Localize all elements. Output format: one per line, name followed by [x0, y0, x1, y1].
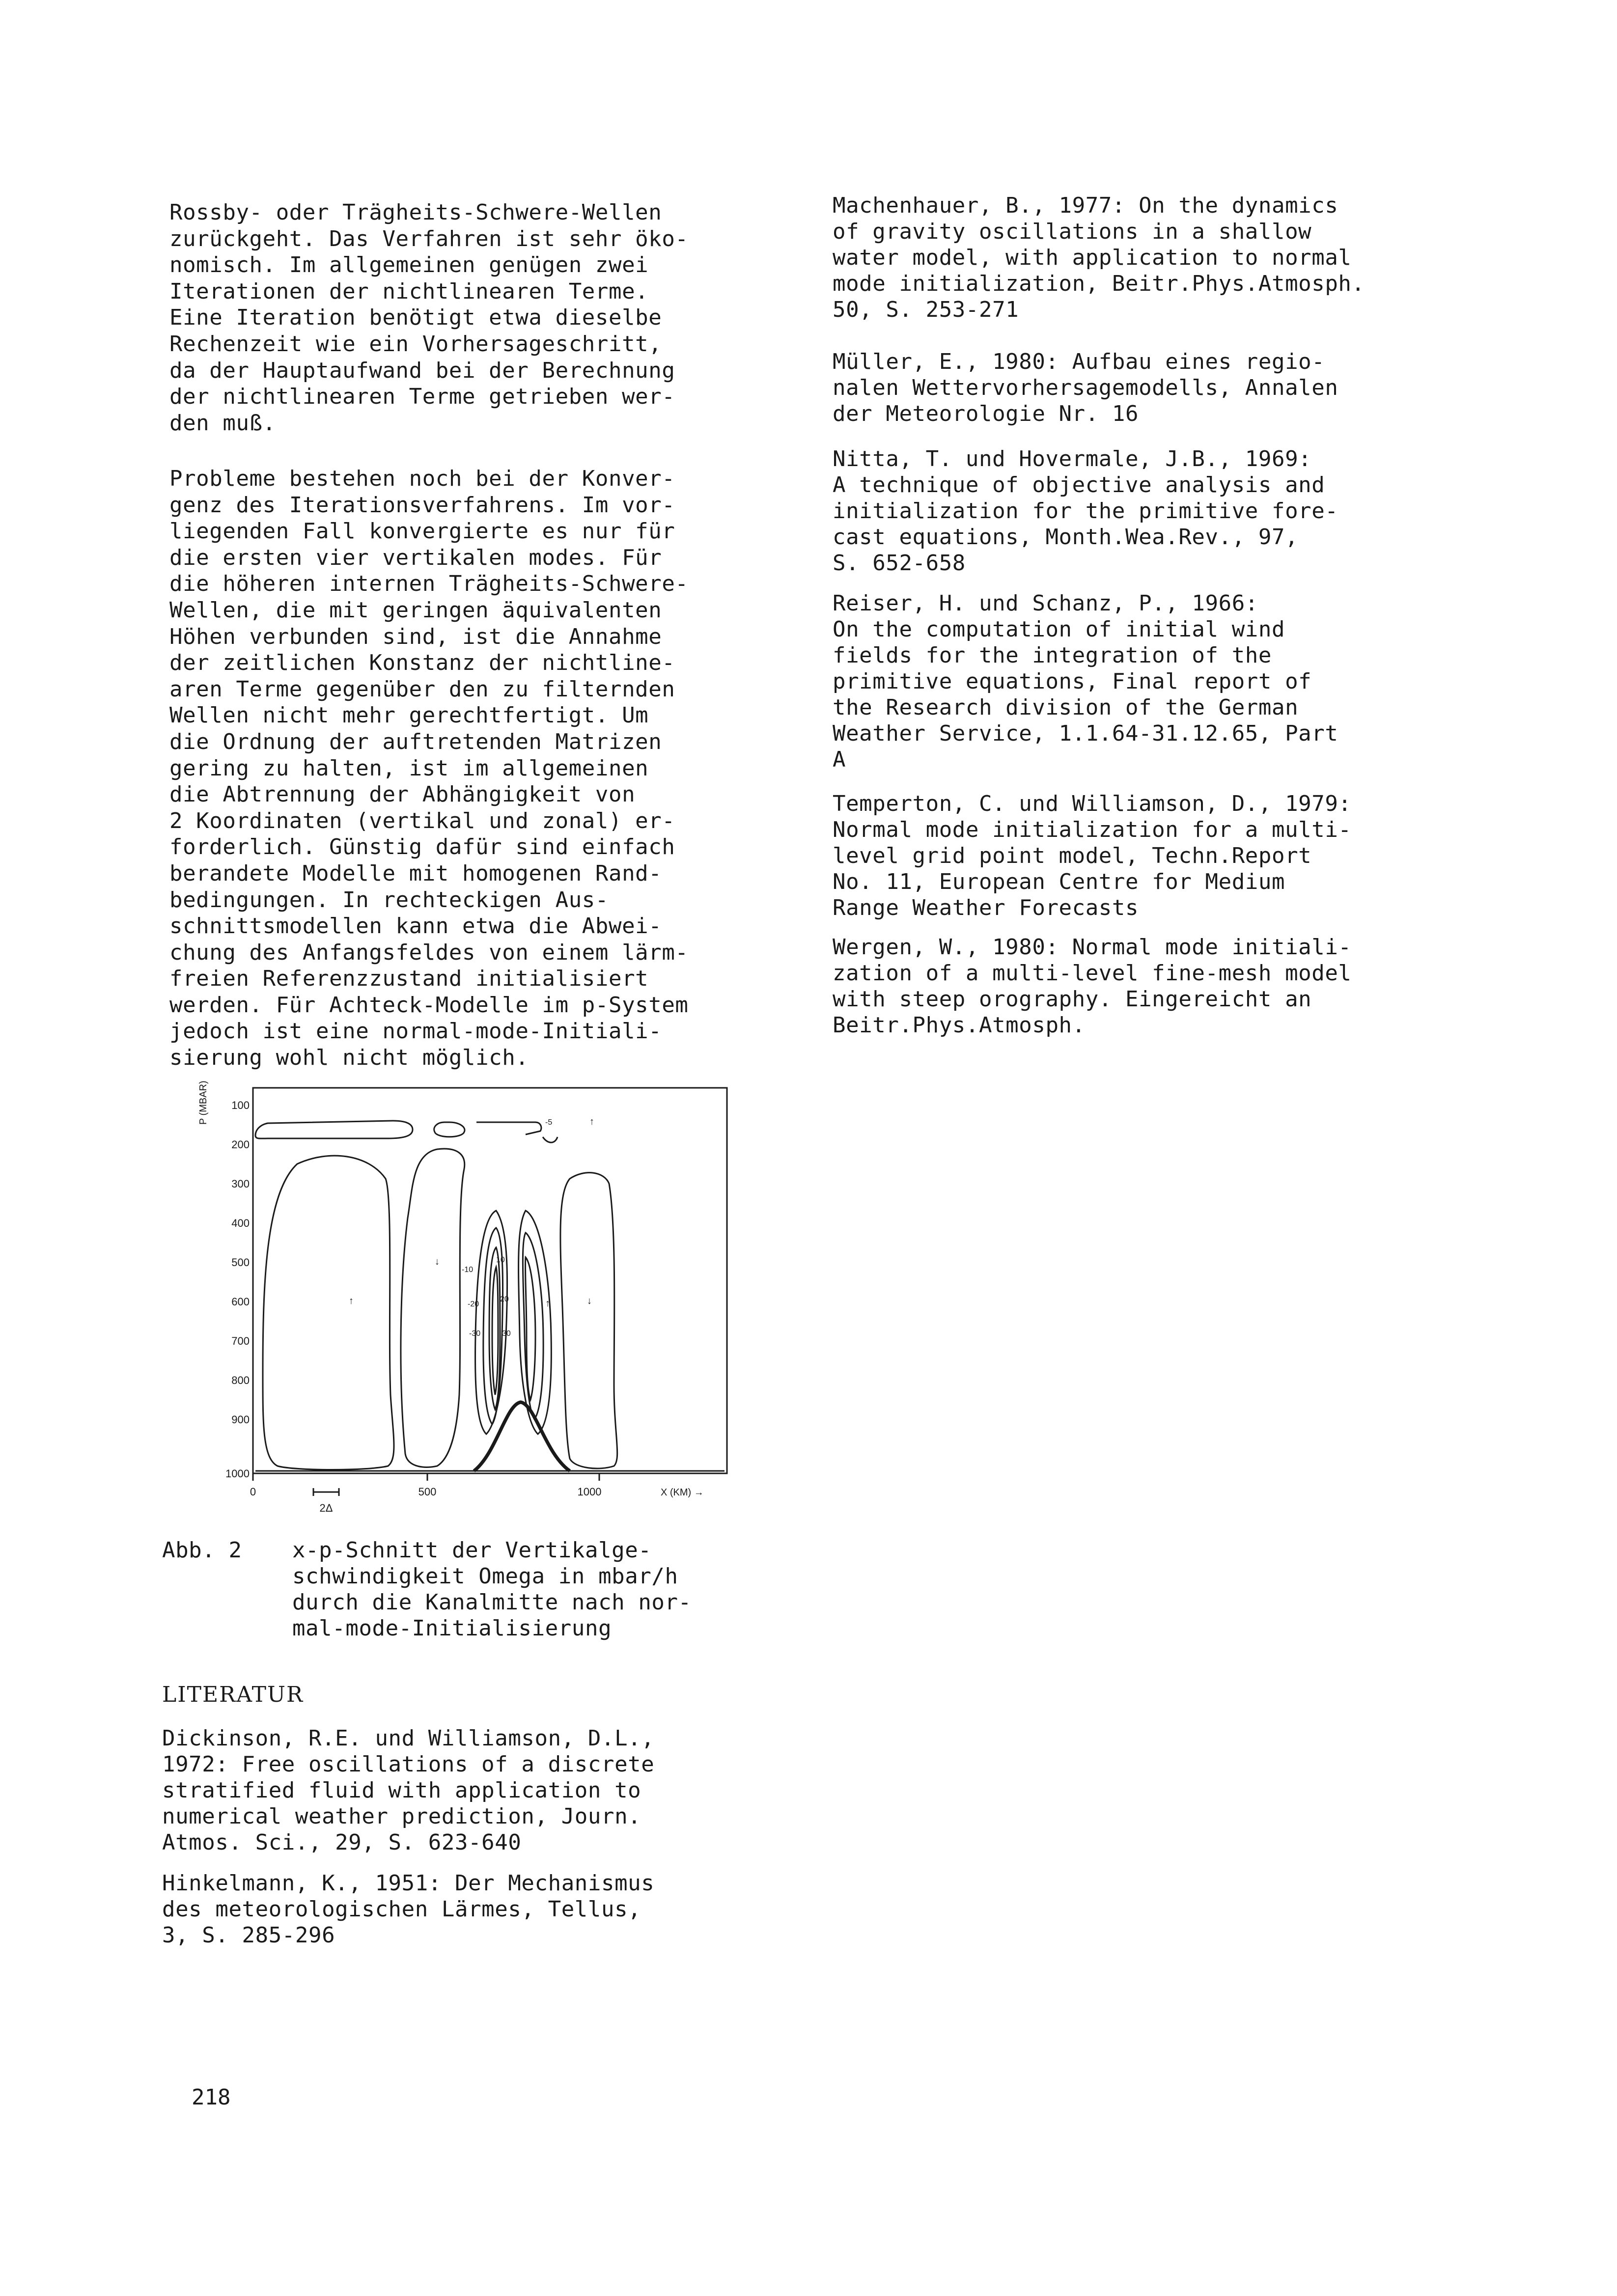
text-line: der Meteorologie Nr. 16 [833, 401, 1139, 426]
contour-left-cell [263, 1156, 394, 1469]
reference-hinkelmann [162, 1870, 654, 1948]
text-line: berandete Modelle mit homogenen Rand- [169, 860, 662, 886]
y-axis-label: P (MBAR) [198, 1080, 209, 1125]
y-tick-label: 600 [231, 1296, 250, 1308]
text-line: nomisch. Im allgemeinen genügen zwei [169, 252, 649, 278]
text-line: mode initialization, Beitr.Phys.Atmosph. [833, 271, 1365, 296]
text-line: water model, with application to normal [833, 245, 1352, 270]
text-line: den muß. [169, 410, 276, 436]
y-tick-label: 300 [231, 1178, 250, 1190]
text-line: with steep orography. Eingereicht an [833, 987, 1312, 1012]
body-paragraph-2 [169, 466, 689, 1071]
text-line: durch die Kanalmitte nach nor- [292, 1590, 692, 1615]
contour-label: 20 [500, 1295, 509, 1303]
y-tick-label: 900 [231, 1413, 250, 1426]
text-line: 1972: Free oscillations of a discrete [162, 1752, 655, 1777]
text-line: cast equations, Month.Wea.Rev., 97, [833, 525, 1299, 550]
text-line: sierung wohl nicht möglich. [169, 1045, 529, 1071]
sign-label: ↑ [545, 1298, 550, 1309]
text-line: x-p-Schnitt der Vertikalge- [292, 1538, 652, 1563]
contour-label: -5 [545, 1118, 553, 1127]
y-tick-label: 200 [231, 1138, 250, 1151]
contour-label: -20 [468, 1300, 479, 1308]
reference-machenhauer [833, 193, 1365, 323]
text-line: of gravity oscillations in a shallow [833, 219, 1312, 244]
text-line: Probleme bestehen noch bei der Konver- [169, 466, 675, 491]
text-line: forderlich. Günstig dafür sind einfach [169, 834, 675, 860]
text-line: primitive equations, Final report of [833, 669, 1312, 694]
text-line: A [833, 747, 846, 772]
reference-mueller [833, 349, 1338, 427]
text-line: gering zu halten, ist im allgemeinen [169, 755, 649, 781]
text-line: No. 11, European Centre for Medium [833, 869, 1285, 894]
text-line: the Research division of the German [833, 695, 1299, 720]
text-line: Wellen nicht mehr gerechtfertigt. Um [169, 703, 649, 728]
sign-label: ↑ [349, 1296, 354, 1306]
figure-caption-label: Abb. 2 [162, 1538, 242, 1563]
text-line: Eine Iteration benötigt etwa dieselbe [169, 305, 662, 331]
y-tick-label: 1000 [225, 1467, 250, 1480]
y-tick-label: 400 [231, 1217, 250, 1229]
sign-label: ↓ [587, 1296, 592, 1306]
text-line: Hinkelmann, K., 1951: Der Mechanismus [162, 1871, 655, 1896]
text-line: mal-mode-Initialisierung [292, 1616, 612, 1641]
y-tick-label: 700 [231, 1335, 250, 1347]
text-line: chung des Anfangsfeldes von einem lärm- [169, 940, 689, 965]
text-line: Dickinson, R.E. und Williamson, D.L., [162, 1726, 655, 1751]
text-line: genz des Iterationsverfahrens. Im vor- [169, 492, 675, 518]
text-line: des meteorologischen Lärmes, Tellus, [162, 1897, 641, 1922]
text-line: Range Weather Forecasts [833, 895, 1139, 920]
text-line: stratified fluid with application to [162, 1778, 641, 1803]
text-line: fields for the integration of the [833, 643, 1272, 668]
y-tick-label: 800 [231, 1374, 250, 1386]
text-line: level grid point model, Techn.Report [833, 843, 1312, 868]
x-axis-label: X (KM) → [661, 1487, 704, 1498]
contour-label: 30 [502, 1329, 511, 1338]
page-number: 218 [192, 2085, 231, 2110]
text-line: numerical weather prediction, Journ. [162, 1804, 641, 1829]
contour-right-cell [560, 1173, 617, 1468]
text-line: Normal mode initialization for a multi- [833, 817, 1352, 842]
text-line: Weather Service, 1.1.64-31.12.65, Part [833, 721, 1338, 746]
text-line: nalen Wettervorhersagemodells, Annalen [833, 375, 1338, 400]
text-line: 2 Koordinaten (vertikal und zonal) er- [169, 808, 675, 833]
text-line: Beitr.Phys.Atmosph. [833, 1013, 1086, 1038]
text-line: der nichtlinearen Terme getrieben wer- [169, 384, 675, 410]
text-line: schnittsmodellen kann etwa die Abwei- [169, 913, 662, 939]
y-tick-label: 500 [231, 1256, 250, 1269]
text-line: 50, S. 253-271 [833, 297, 1019, 322]
figure-caption [292, 1537, 692, 1641]
text-line: Wergen, W., 1980: Normal mode initiali- [833, 935, 1352, 960]
text-line: die Abtrennung der Abhängigkeit von [169, 782, 636, 807]
x-tick-label: 500 [418, 1486, 437, 1498]
text-line: werden. Für Achteck-Modelle im p-System [169, 992, 689, 1018]
text-line: die Ordnung der auftretenden Matrizen [169, 729, 662, 754]
text-line: zurückgeht. Das Verfahren ist sehr öko- [169, 226, 689, 251]
text-line: aren Terme gegenüber den zu filternden [169, 676, 675, 702]
text-line: die ersten vier vertikalen modes. Für [169, 545, 662, 570]
text-line: schwindigkeit Omega in mbar/h [292, 1564, 678, 1589]
scale-label: 2Δ [319, 1502, 333, 1514]
text-line: A technique of objective analysis and [833, 472, 1325, 498]
text-line: liegenden Fall konvergierte es nur für [169, 519, 675, 544]
sign-label: ↓ [435, 1256, 440, 1267]
contour-label: -30 [469, 1329, 481, 1338]
literature-heading: LITERATUR [162, 1682, 304, 1707]
omega-cross-section-figure [182, 1080, 747, 1532]
contour-upper-band [255, 1121, 413, 1138]
text-line: Reiser, H. und Schanz, P., 1966: [833, 591, 1258, 616]
text-line: Rechenzeit wie ein Vorhersageschritt, [169, 331, 662, 357]
text-line: jedoch ist eine normal-mode-Initiali- [169, 1019, 662, 1044]
text-line: Höhen verbunden sind, ist die Annahme [169, 624, 662, 649]
y-tick-label: 100 [231, 1099, 250, 1111]
sign-label: ↑ [589, 1116, 594, 1127]
text-line: da der Hauptaufwand bei der Berechnung [169, 358, 675, 383]
text-line: Atmos. Sci., 29, S. 623-640 [162, 1830, 522, 1855]
text-line: Rossby- oder Trägheits-Schwere-Wellen [169, 200, 662, 225]
reference-nitta [833, 446, 1338, 576]
reference-dickinson [162, 1725, 654, 1855]
text-line: S. 652-658 [833, 551, 966, 576]
text-line: zation of a multi-level fine-mesh model [833, 961, 1352, 986]
text-line: freien Referenzzustand initialisiert [169, 966, 649, 992]
text-line: On the computation of initial wind [833, 617, 1285, 642]
text-line: Iterationen der nichtlinearen Terme. [169, 278, 649, 304]
text-line: bedingungen. In rechteckigen Aus- [169, 887, 609, 913]
text-line: Machenhauer, B., 1977: On the dynamics [833, 193, 1338, 218]
x-tick-label: 0 [250, 1486, 256, 1498]
body-paragraph-1 [169, 199, 689, 436]
reference-wergen [833, 934, 1352, 1038]
text-line: die höheren internen Trägheits-Schwere- [169, 571, 689, 597]
text-line: Wellen, die mit geringen äquivalenten [169, 597, 662, 623]
reference-reiser [833, 590, 1338, 773]
text-line: 3, S. 285-296 [162, 1923, 335, 1948]
text-line: initialization for the primitive fore- [833, 498, 1338, 524]
text-line: Müller, E., 1980: Aufbau eines regio- [833, 349, 1325, 374]
reference-temperton [833, 791, 1352, 921]
x-tick-label: 1000 [577, 1486, 602, 1498]
text-line: Nitta, T. und Hovermale, J.B., 1969: [833, 446, 1312, 471]
text-line: der zeitlichen Konstanz der nichtline- [169, 650, 675, 676]
contour-label: -10 [462, 1266, 474, 1274]
contour-label: 10 [496, 1256, 505, 1264]
text-line: Temperton, C. und Williamson, D., 1979: [833, 791, 1352, 816]
